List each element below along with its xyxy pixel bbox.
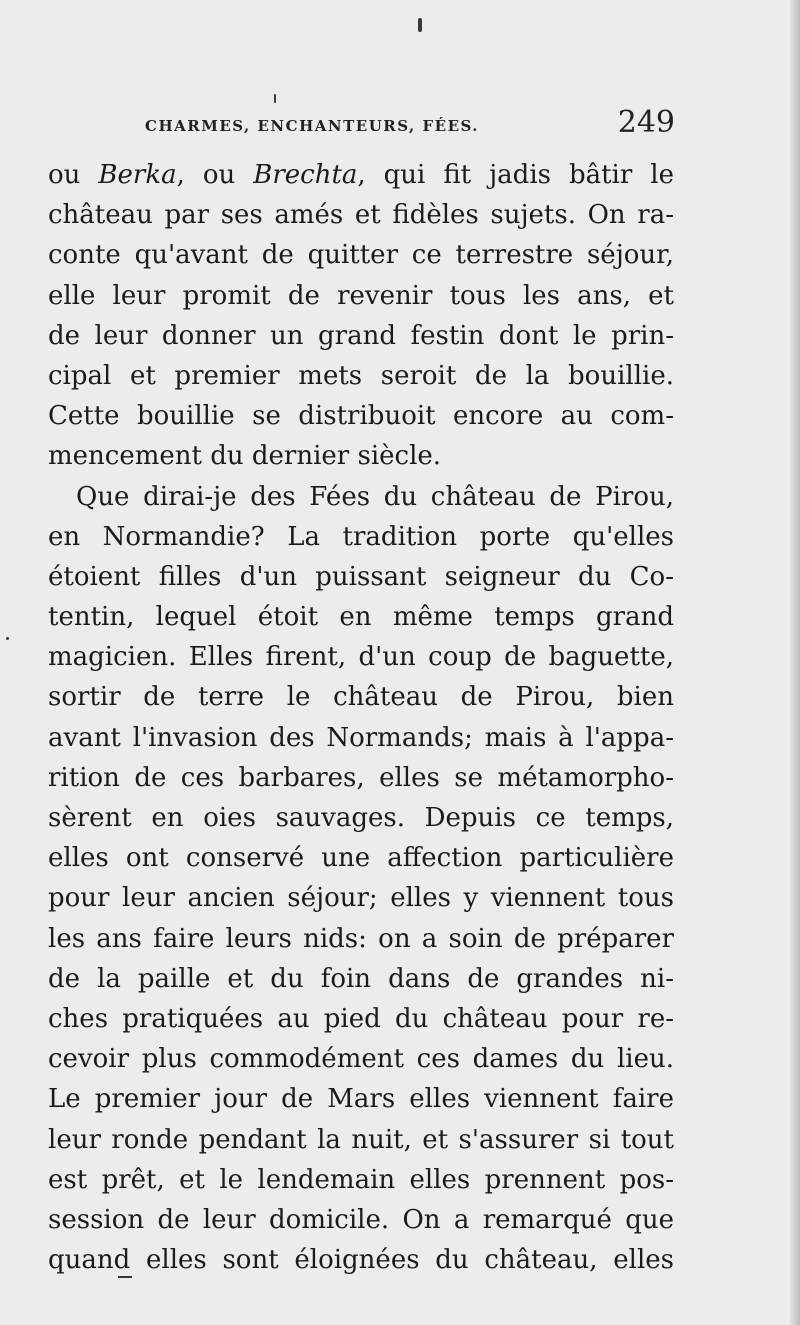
text-line: magicien. Elles firent, d'un coup de baguette, [48, 642, 674, 673]
text-line: ches pratiquées au pied du château pour re- [48, 1003, 674, 1034]
text-line: tentin, lequel étoit en même temps grand [48, 602, 674, 633]
text-line: Que dirai-je des Fées du château de Pirou, [76, 481, 674, 512]
text-line: elle leur promit de revenir tous les ans, et [48, 280, 674, 311]
text-line: avant l'invasion des Normands; mais à l'appa- [48, 722, 674, 753]
text-line: étoient filles d'un puissant seigneur du Co- [48, 561, 674, 592]
text-line: pour leur ancien séjour; elles y viennent tous [48, 883, 674, 914]
page-number: 249 [617, 105, 675, 140]
text-line: cipal et premier mets seroit de la bouillie. [48, 360, 674, 391]
page-edge-shadow [790, 0, 800, 1325]
text-line: château par ses amés et fidèles sujets. On ra- [48, 200, 674, 231]
text-line: elles ont conservé une affection particulière [48, 843, 674, 874]
ink-speck [6, 637, 9, 640]
text-line: sortir de terre le château de Pirou, bien [48, 682, 674, 713]
text-line: de la paille et du foin dans de grandes ni- [48, 963, 674, 994]
text-line: de leur donner un grand festin dont le prin- [48, 320, 674, 351]
text-line: les ans faire leurs nids: on a soin de préparer [48, 923, 674, 954]
running-head: CHARMES, ENCHANTEURS, FÉES. [145, 117, 480, 135]
ink-speck [418, 18, 422, 32]
text-line: Le premier jour de Mars elles viennent faire [48, 1084, 674, 1115]
ink-speck [274, 94, 276, 103]
body-text [48, 155, 674, 1280]
page-header [145, 103, 675, 153]
text-line: session de leur domicile. On a remarqué que [48, 1204, 674, 1235]
text-line: ou Berka, ou Brechta, qui fit jadis bâtir le [48, 160, 674, 190]
text-line: cevoir plus commodément ces dames du lieu. [48, 1044, 674, 1075]
text-line: en Normandie? La tradition porte qu'elles [48, 521, 674, 552]
text-line: rition de ces barbares, elles se métamorpho- [48, 762, 674, 793]
text-line: sèrent en oies sauvages. Depuis ce temps, [48, 803, 674, 833]
text-line: est prêt, et le lendemain elles prennent pos- [48, 1164, 674, 1195]
text-line: leur ronde pendant la nuit, et s'assurer si tout [48, 1124, 674, 1155]
text-line: Cette bouillie se distribuoit encore au com- [48, 401, 674, 432]
text-line: mencement du dernier siècle. [48, 441, 442, 472]
text-line: quand elles sont éloignées du château, elles [48, 1245, 674, 1276]
footer-dash [118, 1276, 132, 1278]
text-line: conte qu'avant de quitter ce terrestre séjour, [48, 240, 674, 271]
